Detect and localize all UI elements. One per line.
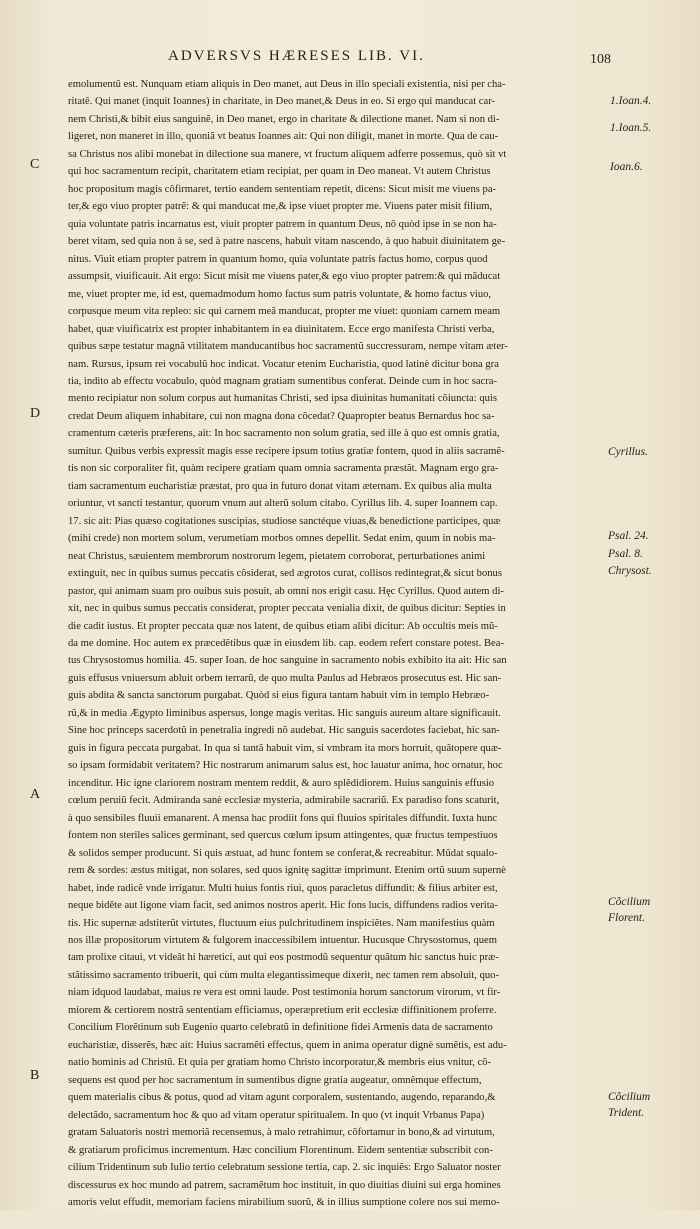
section-letter-a: A — [30, 787, 41, 802]
text-line: stãtissimo sacramento tribuerit, qui cùm multa elegantissimeque dixerit, nec tamen rem absoluit, quo- — [68, 969, 499, 981]
text-line: xit, nec in quibus sumus peccatis considerat, propter peccata venialia dixit, de quibus dicitur: Septies in — [68, 603, 506, 615]
text-line: tis non sic corporaliter fit, quàm recipere gratiam quam omnia sacramenta præstãt. Magnam ergo gra- — [68, 463, 499, 475]
text-line: cœlum peruiũ fecit. Admiranda sanè ecclesiæ mysteria, admirabile sacrariũ. Ex paradiso fons scaturit, — [68, 795, 500, 807]
text-line: incenditur. Hic igne clariorem nostram mentem reddit, & auro splẽdidiorem. Huius sanguinis effusio — [68, 777, 495, 789]
text-line: mento recipiatur non solum corpus aut humanitas Christi, sed ipsa diuinitas humanitati cõiuncta: quis — [68, 393, 497, 405]
text-line: tia, indito ab effectu vocabulo, quòd magnam gratiam sumentibus conferat. Deinde cum in hoc sacra- — [68, 375, 498, 387]
text-line: rũ,& in media Ægypto liminibus aspersus, longe magis veritas. Hic sanguis aureum altare significauit. — [68, 707, 501, 719]
text-line: me, viuet propter me, id est, quemadmodum homo factus sum patris voluntate, & homo factus viuo, — [68, 288, 492, 300]
margin-note-concilium-trident-1: Cõcilium — [608, 1091, 651, 1103]
text-line: hoc propositum magis cõfirmaret, tertio eandem sententiam repetit, dicens: Sicut misit me viuens pa- — [68, 183, 497, 195]
text-line: quem materialis cibus & potus, quod ad vitam agunt corporalem, sustentando, augendo, reparando,& — [68, 1092, 496, 1104]
text-line: natio hominis ad Christũ. Et quia per gratiam homo Christo incorporatur,& membris eius vnitur, cõ- — [68, 1057, 492, 1069]
text-line: assumpsit, viuificauit. Ait ergo: Sicut misit me viuens pater,& ego viuo propter patrem:& qui mãducat — [68, 271, 501, 283]
text-line: discessurus ex hoc mundo ad patrem, sacramẽtum hoc instituit, in quo diuitias diuini sui erga homines — [68, 1179, 501, 1191]
text-line: habet, inde radicẽ vnde irrigatur. Multi huius fontis riui, quos paracletus diffundit: & filius arbiter est, — [68, 882, 498, 894]
text-line: qui hoc sacramentum recipit, charitatem etiam recipiat, per quam in Deo maneat. Vt autem Christus — [68, 166, 491, 178]
text-line: tus Chrysostomus homilia. 45. super Ioan. de hoc sanguine in sacramento nobis exhibito ita ait: Hic san — [68, 655, 507, 667]
margin-note-1-ioan-4: 1.Ioan.4. — [610, 95, 652, 107]
text-line: quibus sæpe testatur magnã vtilitatem manducantibus hoc sacramentũ succressuram, nempe vitam æter- — [68, 341, 508, 353]
text-line: nos illæ propositorum virtutem & fulgorem inaccessibilem intuentur. Hucusque Chrysostomus, quem — [68, 934, 497, 946]
text-line: Sine hoc princeps sacerdotũ in penetralia ingredi nõ audebat. Hic sanguis sacerdotes faciebat, hic san- — [68, 725, 500, 737]
section-letter-b: B — [30, 1068, 40, 1083]
text-line: cramentum cæteris præferens, ait: In hoc sacramento non solum gratia, sed ille à quo est omnis gratia, — [68, 428, 500, 440]
text-line: tam prolixe citaui, vt videât hi hæretici, aut qui eos postmodũ sequentur quãtum hic sanctus huic præ- — [68, 952, 499, 964]
text-line: credat Deum aliquem inhabitare, cui non magna dona cõcedat? Quapropter beatus Bernardus hoc sa- — [68, 410, 495, 422]
text-line: miorem & certiorem nostrã sententiam efficiamus, operæpretium erit ecclesiæ diffinitionem proferre. — [68, 1004, 497, 1016]
text-line: nitus. Viuit etiam propter patrem in quantum homo, quia voluntate patris factus homo, corpus quod — [68, 253, 488, 265]
text-line: oriuntur, vt sancti testantur, quorum vnum aut alterũ solum citabo. Cyrillus lib. 4. super Ioannem cap. — [68, 498, 498, 510]
text-line: guis in figura peccata purgabat. In qua si tantã habuit vim, si vmbram ita mors horruit, quãtopere quæ- — [68, 742, 502, 754]
margin-note-concilium-trident-2: Trident. — [608, 1107, 645, 1119]
text-line: niam idquod laudabat, maius re vera est omni laude. Post testimonia horum sanctorum virorum, vt fir- — [68, 987, 501, 999]
page-number: 108 — [590, 52, 611, 67]
text-line: fontem non steriles salices germinant, sed quercus cœlum ipsum attingentes, quæ fructus tempestiuos — [68, 830, 498, 842]
text-line: extinguit, nec in quibus sumus peccatis cõsiderat, sed ægrotos curat, collisos redintegrat,& sicut bonus — [68, 568, 502, 580]
text-line: pastor, qui animam suam pro ouibus suis posuit, ab omni nos erigit casu. Hęc Cyrillus. Quod autem di- — [68, 585, 504, 597]
text-line: ligeret, non maneret in illo, quoniã vt beatus Ioannes ait: Qui non diligit, manet in morte. Qua de cau- — [68, 131, 499, 143]
text-line: nem Christi,& bibit eius sanguinẽ, in Deo manet, ergo in charitate & dilectione manet. Nam si non di- — [68, 113, 500, 125]
text-line: so ipsam formidabit veritatem? Hic nostrarum animarum salus est, hoc lauatur anima, hoc ornatur, hoc — [68, 760, 503, 772]
margin-note-chrysost: Chrysost. — [608, 565, 652, 577]
text-line: nam. Rursus, ipsum rei vocabulũ hoc indicat. Vocatur etenim Eucharistia, quod latinè dicitur bona gra — [68, 358, 499, 370]
text-line: rem & sordes: æstus mitigat, non solares, sed quos ignitę sagittæ imprimunt. Etenim ortũ suum supernè — [68, 865, 506, 877]
text-line: guis abdita & sancta sanctorum purgabat. Quòd si eius figura tantam habuit vim in templo Hebræo- — [68, 690, 490, 702]
text-line: die cadit iustus. Et propter peccata quæ nos latent, de quibus etiam alibi dicitur: Ab occultis meis mũ- — [68, 620, 498, 632]
text-line: habet, quæ viuificatrix est propter inhabitantem in ea diuinitatem. Ecce ergo manifesta Christi verba, — [68, 323, 495, 335]
text-line: à quo sensibiles fluuii emanarent. A mensa hac prodiit fons qui fluuios spiritales diffundit. Iuxta hunc — [68, 812, 498, 824]
text-line: emolumentũ est. Nunquam etiam aliquis in Deo manet, aut Deus in illo speciali existentia, nisi per cha- — [68, 79, 506, 90]
text-line: neat Christus, sæuientem membrorum nostrorum legem, pietatem corroborat, perturbationes animi — [68, 550, 486, 562]
margin-note-cyrillus: Cyrillus. — [608, 446, 648, 458]
text-line: & solidos semper producunt. Si quis æstuat, ad hunc fontem se conferat,& recreabitur. Mũdat squalo- — [68, 847, 498, 859]
text-line — [68, 1211, 604, 1228]
text-line: tiam sacramentum eucharistiæ præstat, pro qua in futuro donat vitam æternam. Ex quibus alia multa — [68, 480, 492, 492]
text-line: Concilium Florẽtinum sub Eugenio quarto celebratũ in definitione fidei Armenis data de sacramento — [68, 1022, 493, 1034]
text-line: (mihi crede) non mortem solum, verumetiam morbos omnes depellit. Sedat enim, quum in nobis ma- — [68, 533, 496, 545]
margin-note-1-ioan-5: 1.Ioan.5. — [610, 122, 652, 134]
text-line: neque bidẽte aut ligone viam facit, sed animos nostros aperit. Hic fons lucis, diffundens radios verita- — [68, 900, 498, 912]
margin-note-psal-8: Psal. 8. — [608, 548, 643, 560]
text-line: sequens est quod per hoc sacramentum in sumentibus digne gratia augeatur, omnẽmque effectum, — [68, 1074, 482, 1086]
text-line: 17. sic ait: Pias quæso cogitationes suscipias, studiose sanctéque viuas,& benedictione participes, quæ — [68, 515, 501, 527]
text-line: quia voluntate patris incarnatus est, viuit propter patrem in quantum Deus, nõ quòd ipse in se non ha- — [68, 218, 497, 230]
text-line: eucharistiæ, disserẽs, hæc ait: Huius sacramẽti effectus, quem in anima operatur dignè sumẽtis, est adu- — [68, 1039, 507, 1051]
text-line: guis effusus vniuersum abluit orbem terrarũ, de quo multa Paulus ad Hebræos prosecutus est. Hic san- — [68, 672, 502, 684]
text-line: sa Christus nos alibi monebat in dilectione sua manere, vt fructum aliquem adferre possemus, quò sit vt — [68, 148, 507, 160]
text-line: ter,& ego viuo propter patrẽ: & qui manducat me,& ipse viuet propter me. Viuens pater misit filium, — [68, 201, 493, 213]
text-line: amoris velut effudit, memoriam faciens mirabilium suorũ, & in illius sumptione colere nos sui memo- — [68, 1197, 500, 1208]
text-line: ritatẽ. Qui manet (inquit Ioannes) in charitate, in Deo manet,& Deus in eo. Si ergo qui manducat car- — [68, 96, 496, 108]
text-line: cilium Tridentinum sub Iulio tertio celebratum sessione tertia, cap. 2. sic inquiẽs: Ergo Saluator noster — [68, 1162, 501, 1174]
margin-note-psal-24: Psal. 24. — [608, 530, 649, 542]
margin-note-concilium-florent-2: Florent. — [608, 912, 645, 924]
running-title: ADVERSVS HÆRESES LIB. VI. — [168, 48, 425, 64]
text-line: sumitur. Quibus verbis expressit magis esse recipere ipsum totius gratiæ fontem, quod in aliis sacramẽ- — [68, 445, 505, 457]
text-line: corpusque meum vita repleo: sic qui carnem meã manducat, propter me viuet: quoniam carnem meam — [68, 306, 501, 318]
section-letter-d: D — [30, 406, 41, 421]
text-line: da me domine. Hoc autem ex præcedẽtibus quæ in eiusdem lib. cap. eodem refert constare potest. Bea- — [68, 638, 504, 649]
margin-note-ioan-6: Ioan.6. — [610, 161, 643, 173]
main-text-block — [68, 76, 604, 1229]
text-line: delectãdo, sacramentum hoc & quo ad vitam operatur spiritualem. In quo (vt inquit Vrbanus Papa) — [68, 1109, 485, 1121]
text-line: tis. Hic supernæ adstiterũt virtutes, fluctuum eius pulchritudinem inspiciẽtes. Nam manifestius quàm — [68, 917, 495, 929]
section-letter-c: C — [30, 157, 40, 172]
text-line: beret vitam, sed quia non à se, sed à patre nascens, habuit vitam nascendo, à quo habuit diuinitatem ge- — [68, 236, 506, 248]
text-line: & gratiarum proficimus incrementum. Hæc concilium Florentinum. Eidem sententiæ subscribit con- — [68, 1144, 493, 1156]
margin-note-concilium-florent-1: Cõcilium — [608, 896, 651, 908]
text-line: gratam Saluatoris nostri memoriã recensemus, à malo retrahimur, cõfortamur in bono,& ad virtutum, — [68, 1127, 495, 1139]
